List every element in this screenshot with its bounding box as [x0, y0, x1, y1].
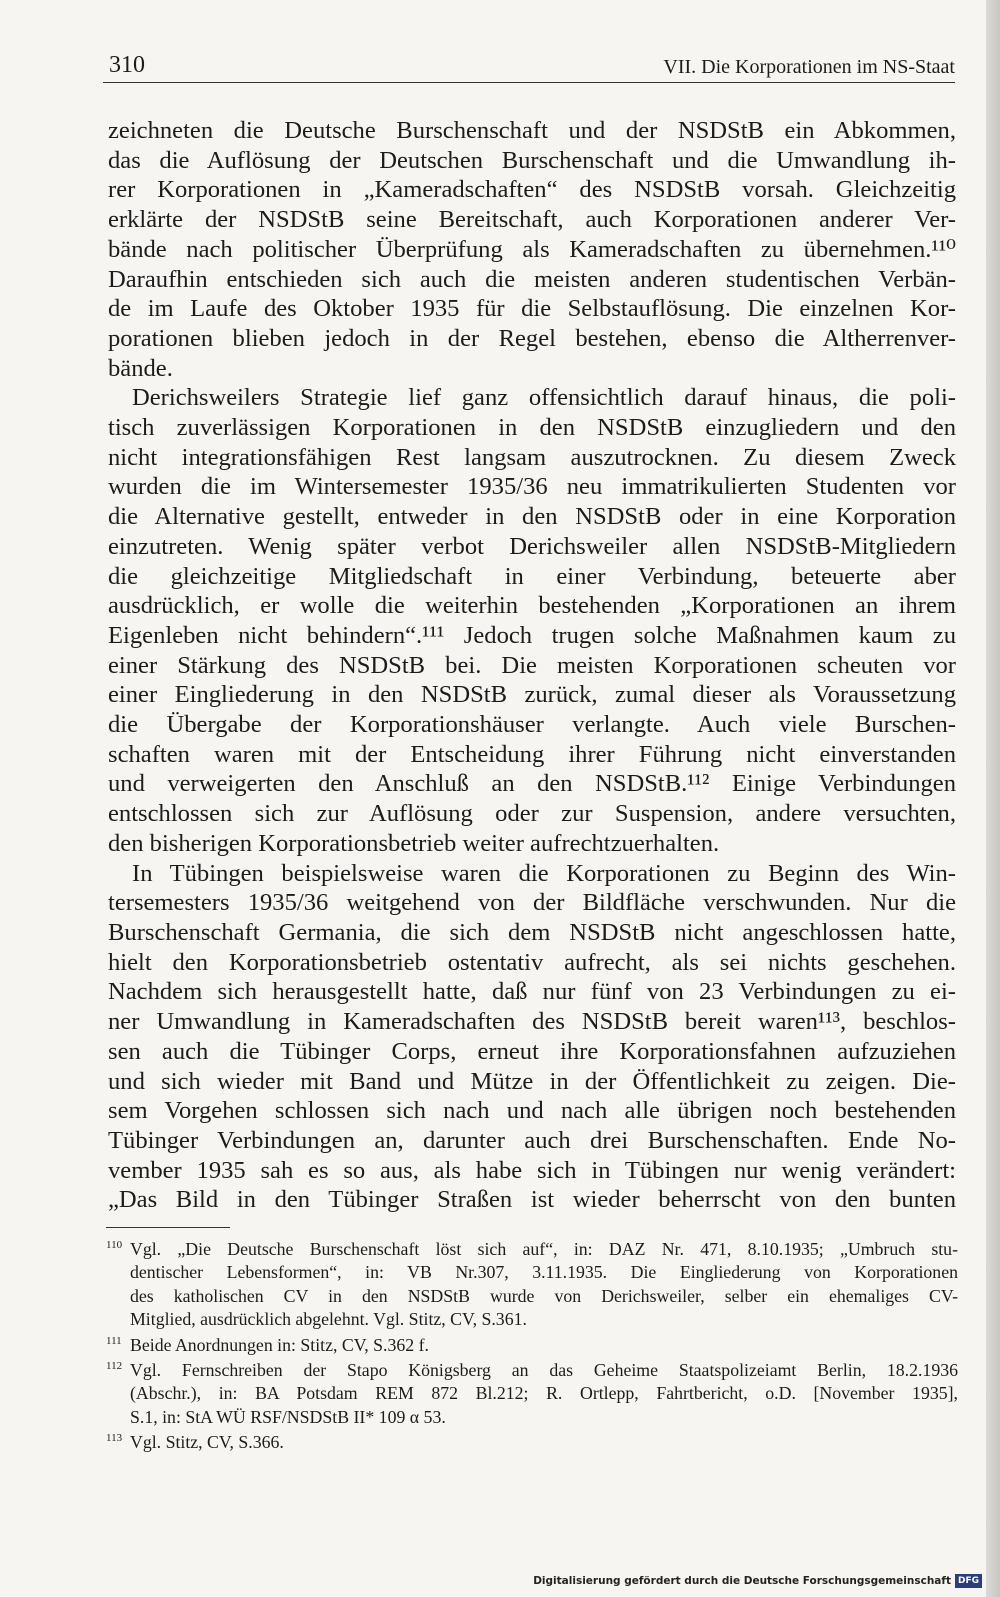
text-line: nicht integrationsfähigen Rest langsam auszutrocknen. Zu diesem Zweck [108, 443, 956, 471]
body-text [108, 116, 956, 1215]
text-line: In Tübingen beispielsweise waren die Korporationen zu Beginn des Win- [132, 859, 956, 887]
digitization-footer [533, 1571, 982, 1591]
text-line: vember 1935 sah es so aus, als habe sich in Tübingen nur wenig verändert: [108, 1156, 956, 1184]
text-line: ner Umwandlung in Kameradschaften des NSDStB bereit waren¹¹³, beschlos- [108, 1008, 956, 1036]
paragraph-3 [108, 859, 956, 1215]
text-line: einer Eingliederung in den NSDStB zurück, zumal dieser als Voraussetzung [108, 681, 956, 709]
text-line: die Übergabe der Korporationshäuser verlangte. Auch viele Burschen- [108, 711, 956, 739]
text-line: zeichneten die Deutsche Burschenschaft und der NSDStB ein Abkommen, [108, 117, 956, 144]
text-line: bände nach politischer Überprüfung als Kameradschaften zu übernehmen.¹¹⁰ [108, 235, 956, 263]
text-line: porationen blieben jedoch in der Regel bestehen, ebenso die Altherrenver- [108, 324, 956, 352]
text-line: und sich wieder mit Band und Mütze in der Öffentlichkeit zu zeigen. Die- [108, 1067, 956, 1095]
text-line: Tübinger Verbindungen an, darunter auch drei Burschenschaften. Ende No- [108, 1126, 956, 1154]
page-edge-shadow [986, 0, 1000, 1597]
footnote-number: 112 [106, 1360, 123, 1373]
text-line: tersemesters 1935/36 weitgehend von der Bildfläche verschwunden. Nur die [108, 889, 956, 917]
text-line: „Das Bild in den Tübinger Straßen ist wieder beherrscht von den bunten [108, 1186, 956, 1214]
footnote-line: Vgl. Fernschreiben der Stapo Königsberg an das Geheime Staatspolizeiamt Berlin, 18.2.1936 [130, 1360, 958, 1381]
footnote-113 [106, 1431, 958, 1454]
text-line: und verweigerten den Anschluß an den NSDStB.¹¹² Einige Verbindungen [108, 770, 956, 798]
text-line: entschlossen sich zur Auflösung oder zur Suspension, andere versuchten, [108, 800, 956, 828]
text-line: einer Stärkung des NSDStB bei. Die meisten Korporationen scheuten vor [108, 651, 956, 679]
dfg-logo: DFG [955, 1574, 982, 1588]
paragraph-2 [108, 383, 956, 858]
text-line: de im Laufe des Oktober 1935 für die Selbstauflösung. Die einzelnen Kor- [108, 295, 956, 323]
running-title: VII. Die Korporationen im NS-Staat [663, 56, 955, 78]
footnote-rule [106, 1227, 230, 1228]
text-line: wurden die im Wintersemester 1935/36 neu immatrikulierten Studenten vor [108, 473, 956, 501]
text-line: tisch zuverlässigen Korporationen in den NSDStB einzugliedern und den [108, 414, 956, 442]
text-line: das die Auflösung der Deutschen Burschenschaft und die Umwandlung ih- [108, 146, 956, 174]
digitization-credit: Digitalisierung gefördert durch die Deutsche Forschungsgemeinschaft [533, 1575, 951, 1587]
footnote-line: des katholischen CV in den NSDStB wurde von Derichsweiler, selber ein ehemaliges CV- [130, 1285, 958, 1306]
footnote-110 [106, 1238, 958, 1332]
text-line: einzutreten. Wenig später verbot Derichsweiler allen NSDStB-Mitgliedern [108, 532, 956, 560]
footnote-line: Vgl. Stitz, CV, S.366. [130, 1432, 284, 1453]
text-line: bände. [108, 354, 173, 382]
footnote-111 [106, 1334, 958, 1357]
text-line: Nachdem sich herausgestellt hatte, daß nur fünf von 23 Verbindungen zu ei- [108, 978, 956, 1006]
footnote-line: Vgl. „Die Deutsche Burschenschaft löst sich auf“, in: DAZ Nr. 471, 8.10.1935; „Umbruch stu- [130, 1239, 958, 1259]
footnote-line: Mitglied, ausdrücklich abgelehnt. Vgl. Stitz, CV, S.361. [130, 1309, 527, 1330]
footnote-line: Beide Anordnungen in: Stitz, CV, S.362 f. [130, 1334, 429, 1355]
text-line: erklärte der NSDStB seine Bereitschaft, auch Korporationen anderer Ver- [108, 206, 956, 234]
text-line: hielt den Korporationsbetrieb ostentativ aufrecht, als sei nichts geschehen. [108, 948, 956, 976]
text-line: Daraufhin entschieden sich auch die meisten anderen studentischen Verbän- [108, 265, 956, 293]
text-line: die gleichzeitige Mitgliedschaft in einer Verbindung, beteuerte aber [108, 562, 956, 590]
text-line: Eigenleben nicht behindern“.¹¹¹ Jedoch trugen solche Maßnahmen kaum zu [108, 621, 956, 649]
header-rule [103, 82, 955, 83]
text-line: die Alternative gestellt, entweder in den NSDStB oder in eine Korporation [108, 503, 956, 531]
footnote-number: 110 [106, 1239, 123, 1251]
footnote-line: (Abschr.), in: BA Potsdam REM 872 Bl.212; R. Ortlepp, Fahrtbericht, o.D. [November 1935], [130, 1383, 958, 1404]
text-line: Burschenschaft Germania, die sich dem NSDStB nicht angeschlossen hatte, [108, 918, 956, 946]
text-line: sen auch die Tübinger Corps, erneut ihre Korporationsfahnen aufzuziehen [108, 1037, 956, 1065]
footnote-number: 111 [106, 1334, 122, 1347]
footnote-112 [106, 1359, 958, 1429]
text-line: schaften waren mit der Entscheidung ihrer Führung nicht einverstanden [108, 740, 956, 768]
text-line: Derichsweilers Strategie lief ganz offensichtlich darauf hinaus, die poli- [132, 384, 956, 412]
footnote-line: S.1, in: StA WÜ RSF/NSDStB II* 109 α 53. [130, 1406, 446, 1427]
footnotes [106, 1238, 958, 1457]
page-number: 310 [109, 52, 145, 78]
footnote-line: dentischer Lebensformen“, in: VB Nr.307, 3.11.1935. Die Eingliederung von Korporationen [130, 1262, 958, 1283]
text-line: ausdrücklich, er wolle die weiterhin bestehenden „Korporationen an ihrem [108, 592, 956, 620]
text-line: den bisherigen Korporationsbetrieb weiter aufrechtzuerhalten. [108, 829, 720, 857]
paragraph-1 [108, 116, 956, 383]
text-line: rer Korporationen in „Kameradschaften“ des NSDStB vorsah. Gleichzeitig [108, 176, 956, 204]
text-line: sem Vorgehen schlossen sich nach und nach alle übrigen noch bestehenden [108, 1097, 956, 1125]
footnote-number: 113 [106, 1432, 123, 1445]
